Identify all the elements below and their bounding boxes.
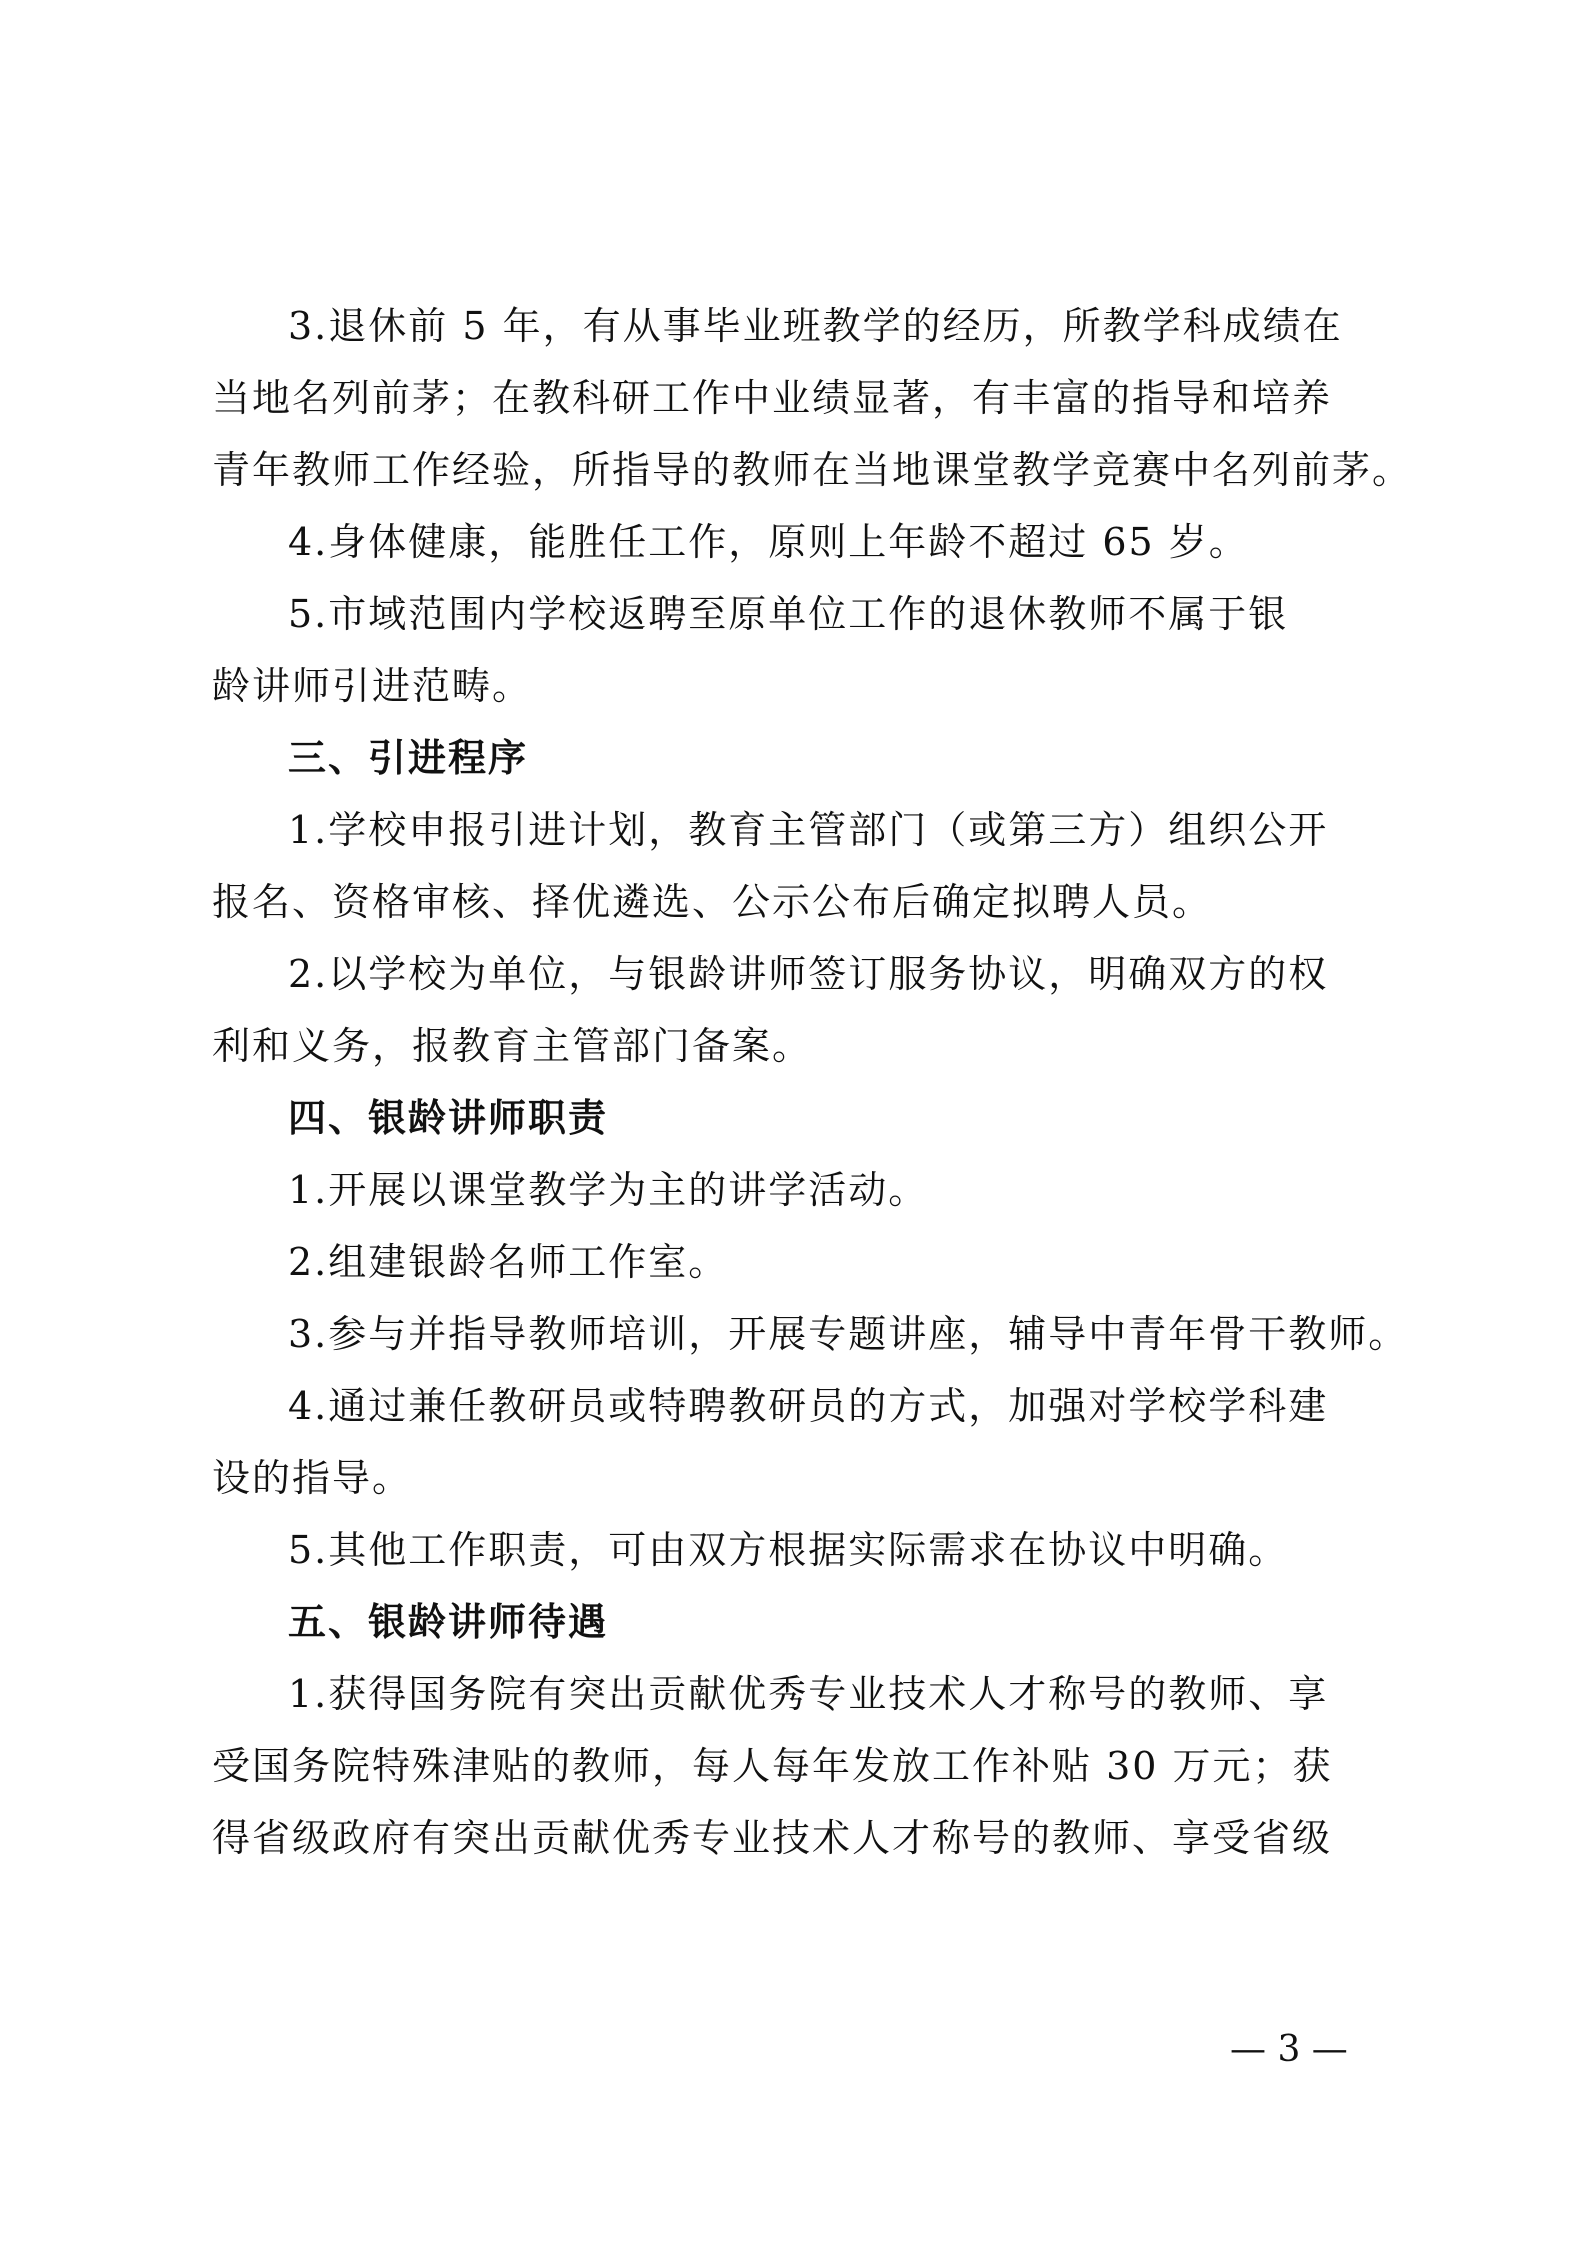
paragraph-line: 1.学校申报引进计划，教育主管部门（或第三方）组织公开 [288, 808, 1329, 852]
paragraph-line: 龄讲师引进范畴。 [212, 664, 533, 708]
paragraph-line: 5.其他工作职责，可由双方根据实际需求在协议中明确。 [288, 1528, 1289, 1572]
section-heading: 四、银龄讲师职责 [288, 1096, 609, 1140]
paragraph-line: 得省级政府有突出贡献优秀专业技术人才称号的教师、享受省级 [212, 1816, 1333, 1860]
page-number: — 3 — [1230, 2029, 1348, 2070]
paragraph-line: 3.参与并指导教师培训，开展专题讲座，辅导中青年骨干教师。 [288, 1312, 1409, 1356]
paragraph-line: 4.通过兼任教研员或特聘教研员的方式，加强对学校学科建 [288, 1384, 1329, 1428]
section-heading: 五、银龄讲师待遇 [288, 1600, 609, 1644]
paragraph-line: 利和义务，报教育主管部门备案。 [212, 1024, 813, 1068]
section-heading: 三、引进程序 [288, 736, 529, 780]
paragraph-line: 1.开展以课堂教学为主的讲学活动。 [288, 1168, 929, 1212]
paragraph-line: 青年教师工作经验，所指导的教师在当地课堂教学竞赛中名列前茅。 [212, 448, 1413, 492]
paragraph-line: 报名、资格审核、择优遴选、公示公布后确定拟聘人员。 [212, 880, 1213, 924]
paragraph-line: 受国务院特殊津贴的教师，每人每年发放工作补贴 30 万元；获 [212, 1744, 1333, 1788]
paragraph-line: 5.市域范围内学校返聘至原单位工作的退休教师不属于银 [288, 592, 1289, 636]
paragraph-line: 当地名列前茅；在教科研工作中业绩显著，有丰富的指导和培养 [212, 376, 1333, 420]
paragraph-line: 2.以学校为单位，与银龄讲师签订服务协议，明确双方的权 [288, 952, 1329, 996]
paragraph-line: 1.获得国务院有突出贡献优秀专业技术人才称号的教师、享 [288, 1672, 1329, 1716]
paragraph-line: 3.退休前 5 年，有从事毕业班教学的经历，所教学科成绩在 [288, 304, 1343, 348]
paragraph-line: 4.身体健康，能胜任工作，原则上年龄不超过 65 岁。 [288, 520, 1249, 564]
paragraph-line: 2.组建银龄名师工作室。 [288, 1240, 729, 1284]
paragraph-line: 设的指导。 [212, 1456, 413, 1500]
